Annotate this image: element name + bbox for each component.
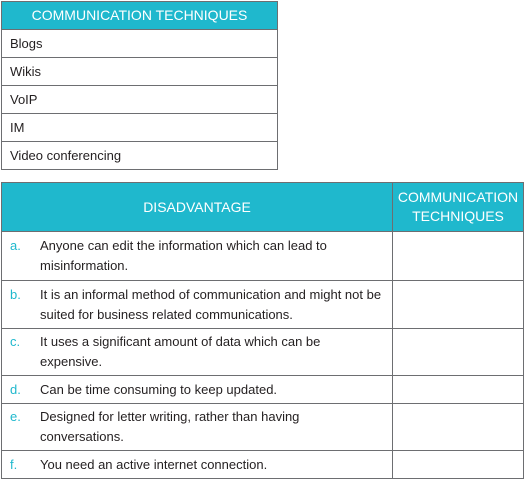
disadvantage-header: DISADVANTAGE bbox=[2, 183, 393, 232]
table-row bbox=[2, 451, 524, 479]
answer-cell[interactable] bbox=[393, 232, 524, 281]
disadvantage-text: It uses a significant amount of data which can be expensive. bbox=[40, 334, 321, 369]
answer-cell[interactable] bbox=[393, 376, 524, 404]
disadvantage-text: Designed for letter writing, rather than having conversations. bbox=[40, 409, 300, 444]
table-row bbox=[2, 232, 524, 281]
technique-header-line2: TECHNIQUES bbox=[412, 208, 504, 224]
row-letter: c. bbox=[10, 334, 21, 349]
answer-cell[interactable] bbox=[393, 404, 524, 451]
technique-column-header bbox=[393, 183, 524, 232]
row-letter: f. bbox=[10, 456, 18, 472]
row-letter: d. bbox=[10, 381, 21, 397]
disadvantages-table bbox=[1, 182, 524, 479]
row-letter: e. bbox=[10, 409, 21, 424]
answer-cell[interactable] bbox=[393, 329, 524, 376]
table-row bbox=[2, 404, 524, 451]
table-row bbox=[2, 329, 524, 376]
disadvantage-text: Can be time consuming to keep updated. bbox=[40, 381, 278, 397]
answer-cell[interactable] bbox=[393, 451, 524, 479]
disadvantage-cell bbox=[2, 232, 393, 281]
disadvantage-text: You need an active internet connection. bbox=[40, 456, 268, 472]
disadvantage-cell bbox=[2, 451, 393, 479]
technique-item: Blogs bbox=[2, 30, 278, 58]
disadvantage-cell bbox=[2, 329, 393, 376]
technique-item: VoIP bbox=[2, 86, 278, 114]
techniques-table bbox=[1, 1, 278, 170]
technique-item: Video conferencing bbox=[2, 142, 278, 170]
disadvantage-cell bbox=[2, 281, 393, 329]
table-row bbox=[2, 376, 524, 404]
table-row bbox=[2, 281, 524, 329]
techniques-header: COMMUNICATION TECHNIQUES bbox=[2, 2, 278, 30]
technique-header-line1: COMMUNICATION bbox=[397, 189, 519, 205]
disadvantage-text: Anyone can edit the information which can lead to misinformation. bbox=[40, 238, 327, 273]
technique-item: IM bbox=[2, 114, 278, 142]
disadvantage-cell bbox=[2, 376, 393, 404]
disadvantage-cell bbox=[2, 404, 393, 451]
technique-item: Wikis bbox=[2, 58, 278, 86]
row-letter: a. bbox=[10, 238, 21, 253]
answer-cell[interactable] bbox=[393, 281, 524, 329]
row-letter: b. bbox=[10, 286, 21, 302]
disadvantage-text: It is an informal method of communication and might not be suited for business related communications. bbox=[40, 286, 382, 322]
